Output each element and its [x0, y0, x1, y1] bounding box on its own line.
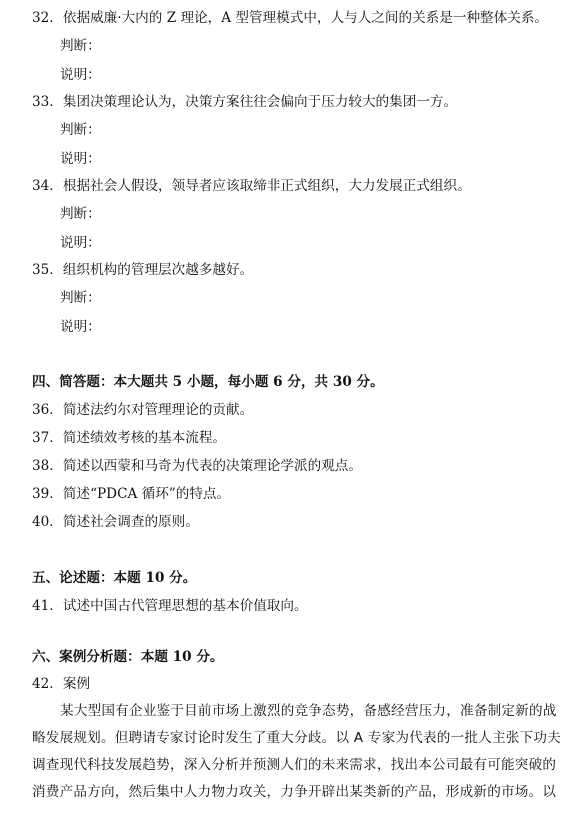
question-34: 34．根据社会人假设，领导者应该取缔非正式组织，大力发展正式组织。 [32, 178, 471, 194]
case-paragraph-line: 调查现代科技发展趋势，深入分析并预测人们的未来需求，找出本公司最有可能突破的 [32, 757, 557, 773]
case-paragraph-line: 略发展规划。但聘请专家讨论时发生了重大分歧。以 A 专家为代表的一批人主张下功夫 [32, 730, 561, 746]
case-label: 42．案例 [32, 676, 91, 692]
explain-label-34: 说明： [60, 235, 101, 251]
explain-label-35: 说明： [60, 319, 101, 335]
question-37: 37．简述绩效考核的基本流程。 [32, 430, 227, 446]
question-39: 39．简述“PDCA 循环”的特点。 [32, 486, 231, 502]
judge-label-33: 判断： [60, 122, 101, 138]
judge-label-32: 判断： [60, 38, 101, 54]
question-40: 40．简述社会调查的原则。 [32, 514, 199, 530]
section-4-title: 四、简答题：本大题共 5 小题，每小题 6 分，共 30 分。 [32, 374, 384, 390]
case-paragraph-line: 某大型国有企业鉴于目前市场上激烈的竞争态势，备感经营压力，准备制定新的战 [60, 703, 557, 719]
section-5-title: 五、论述题：本题 10 分。 [32, 570, 197, 586]
section-6-title: 六、案例分析题：本题 10 分。 [32, 649, 224, 665]
judge-label-35: 判断： [60, 290, 101, 306]
question-32: 32．依据威廉·大内的 Z 理论，A 型管理模式中，人与人之间的关系是一种整体关系。 [32, 10, 549, 26]
question-41: 41．试述中国古代管理思想的基本价值取向。 [32, 598, 308, 614]
question-35: 35．组织机构的管理层次越多越好。 [32, 262, 254, 278]
explain-label-33: 说明： [60, 151, 101, 167]
question-36: 36．简述法约尔对管理理论的贡献。 [32, 402, 254, 418]
explain-label-32: 说明： [60, 67, 101, 83]
question-33: 33．集团决策理论认为，决策方案往往会偏向于压力较大的集团一方。 [32, 94, 458, 110]
question-38: 38．简述以西蒙和马奇为代表的决策理论学派的观点。 [32, 458, 362, 474]
judge-label-34: 判断： [60, 206, 101, 222]
case-paragraph-line: 消费产品方向，然后集中人力物力攻关，力争开辟出某类新的产品，形成新的市场。以 [32, 784, 557, 800]
